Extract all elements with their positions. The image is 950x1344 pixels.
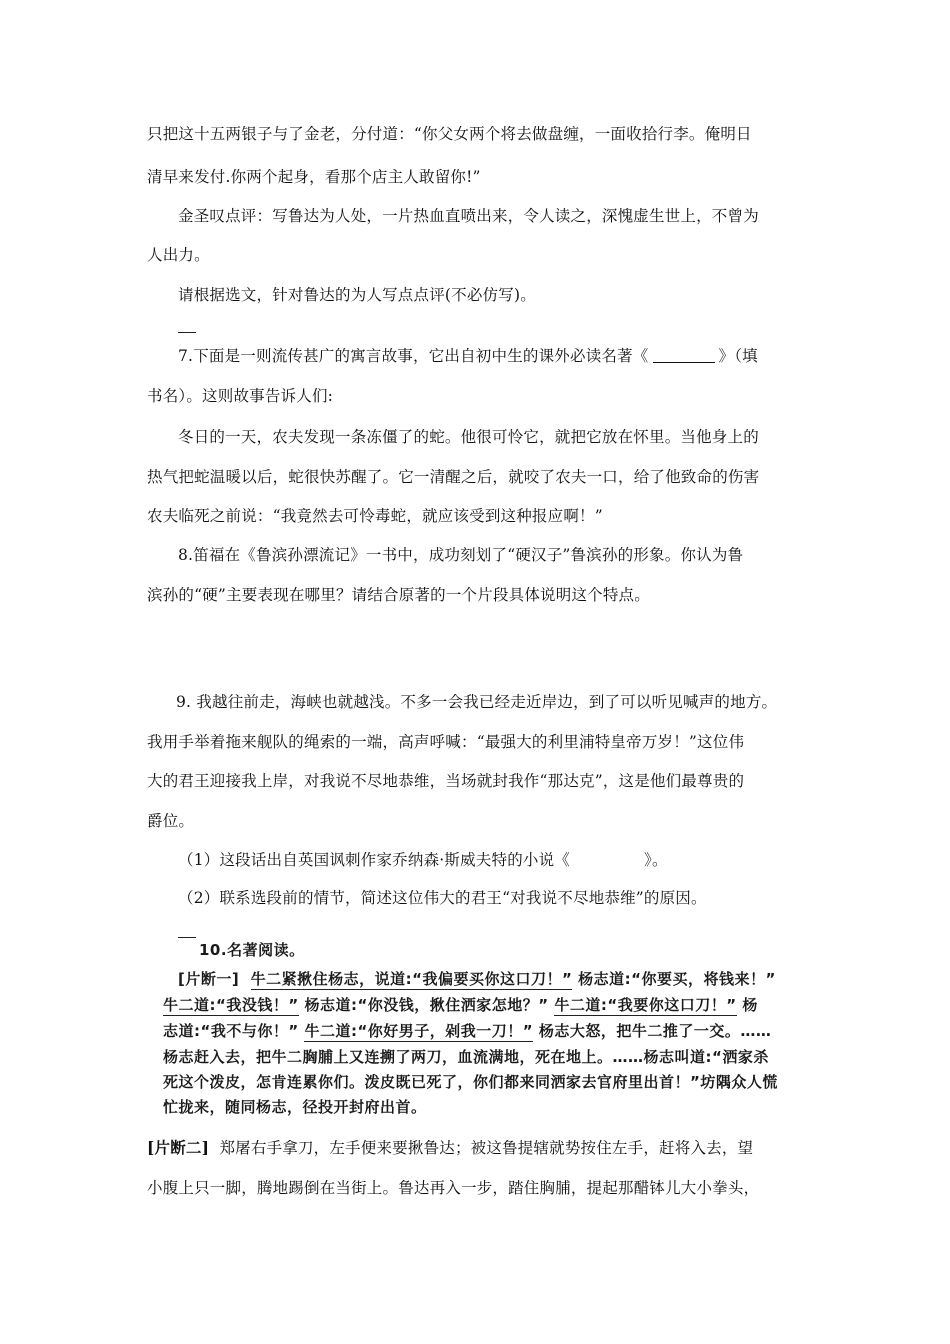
q10-title: 10.名著阅读。: [199, 941, 305, 959]
answer-line-2: [178, 937, 196, 938]
fable-line1: 冬日的一天，农夫发现一条冻僵了的蛇。他很可怜它，就把它放在怀里。当他身上的: [178, 428, 759, 446]
fragment1-quote-yangzhi-3: 志道:“我不与你！”: [163, 1022, 299, 1040]
q9-line2: 我用手举着拖来舰队的绳索的一端，高声呼喊：“最强大的利里浦特皇帝万岁！”这位伟: [147, 733, 745, 751]
fragment2-text-1: 郑屠右手拿刀，左手便来要揪鲁达；被这鲁提辖就势按住左手，赶将入去，望: [219, 1139, 754, 1157]
para1-line1: 只把这十五两银子与了金老，分付道：“你父女两个将去做盘缠，一面收拾行李。俺明日: [147, 125, 752, 143]
q9-line3: 大的君王迎接我上岸，对我说不尽地恭维，当场就封我作“那达克”，这是他们最尊贵的: [147, 772, 745, 790]
q9-sub2: （2）联系选段前的情节，简述这位伟大的君王“对我说不尽地恭维”的原因。: [178, 889, 707, 907]
q9-sub1-text-a: （1）这段话出自英国讽刺作家乔纳森·斯威夫特的小说《: [178, 851, 570, 869]
fragment1-line5: 死这个泼皮，怎肯连累你们。泼皮既已死了，你们都来同洒家去官府里出首！”坊隅众人慌: [163, 1073, 778, 1091]
fragment2-line1: [147, 1138, 753, 1158]
q7-text-a: 7.下面是一则流传甚广的寓言故事，它出自初中生的课外必读名著《: [178, 347, 649, 365]
fragment1-action: 杨志大怒，把牛二推了一交。……: [538, 1022, 772, 1040]
q9-line1: 9. 我越往前走，海峡也就越浅。不多一会我已经走近岸边，到了可以听见喊声的地方。: [176, 693, 778, 711]
q8-line2: 滨孙的“硬”主要表现在哪里？请结合原著的一个片段具体说明这个特点。: [147, 586, 650, 604]
fable-line2: 热气把蛇温暖以后，蛇很快苏醒了。它一清醒之后，就咬了农夫一口，给了他致命的伤害: [147, 468, 760, 486]
fragment1-quote-niuer-4: 牛二道:“你好男子，剁我一刀！”: [304, 1022, 534, 1040]
fragment1-line6: 忙拢来，随同杨志，径投开封府出首。: [163, 1098, 427, 1116]
fable-line3: 农夫临死之前说：“我竟然去可怜毒蛇，就应该受到这种报应啊！”: [147, 507, 603, 525]
fragment1-line1: [178, 969, 776, 989]
fragment1-label: [片断一]: [178, 970, 240, 988]
fragment1-quote-niuer-1: 牛二紧揪住杨志，说道:“我偏要买你这口刀！”: [250, 970, 573, 988]
fragment1-quote-yangzhi-1: 杨志道:“你要买，将钱来！”: [578, 970, 776, 988]
para1-line2: 清早来发付.你两个起身，看那个店主人敢留你!”: [147, 168, 481, 186]
q9-line4: 爵位。: [147, 812, 195, 830]
q9-novel-blank[interactable]: [570, 853, 644, 867]
fragment1-quote-niuer-2: 牛二道:“我没钱！”: [163, 996, 299, 1014]
fragment1-quote-yangzhi-2: 杨志道:“你没钱，揪住洒家怎地？”: [304, 996, 549, 1014]
instruction-line: 请根据选文，针对鲁达的为人写点点评(不必仿写)。: [178, 286, 536, 304]
q7-line1: [178, 346, 758, 366]
fragment2-label: [片断二]: [147, 1138, 210, 1157]
critique-line2: 人出力。: [147, 246, 210, 264]
fragment1-line2-end: 杨: [742, 996, 758, 1014]
fragment1-line3: [163, 1021, 771, 1041]
fragment2-line2: 小腹上只一脚，腾地踢倒在当街上。鲁达再入一步，踏住胸脯，提起那醋钵儿大小拳头，: [147, 1179, 760, 1197]
q8-line1: 8.笛福在《鲁滨孙漂流记》一书中，成功刻划了“硬汉子”鲁滨孙的形象。你认为鲁: [178, 546, 744, 564]
fragment1-line2: [163, 995, 758, 1015]
q9-sub1: [178, 850, 668, 870]
fragment1-quote-niuer-3: 牛二道:“我要你这口刀！”: [554, 996, 737, 1014]
q7-text-b: 》（填: [718, 347, 758, 365]
fragment1-line4: 杨志赶入去，把牛二胸脯上又连搠了两刀，血流满地，死在地上。……杨志叫道:“洒家杀: [163, 1048, 769, 1066]
q7-book-blank[interactable]: [653, 348, 715, 363]
critique-line1: 金圣叹点评：写鲁达为人处，一片热血直喷出来，令人读之，深愧虚生世上，不曾为: [178, 207, 759, 225]
q9-sub1-text-b: 》。: [644, 851, 668, 869]
answer-line: [178, 332, 196, 333]
q7-line2: 书名）。这则故事告诉人们:: [147, 387, 334, 405]
